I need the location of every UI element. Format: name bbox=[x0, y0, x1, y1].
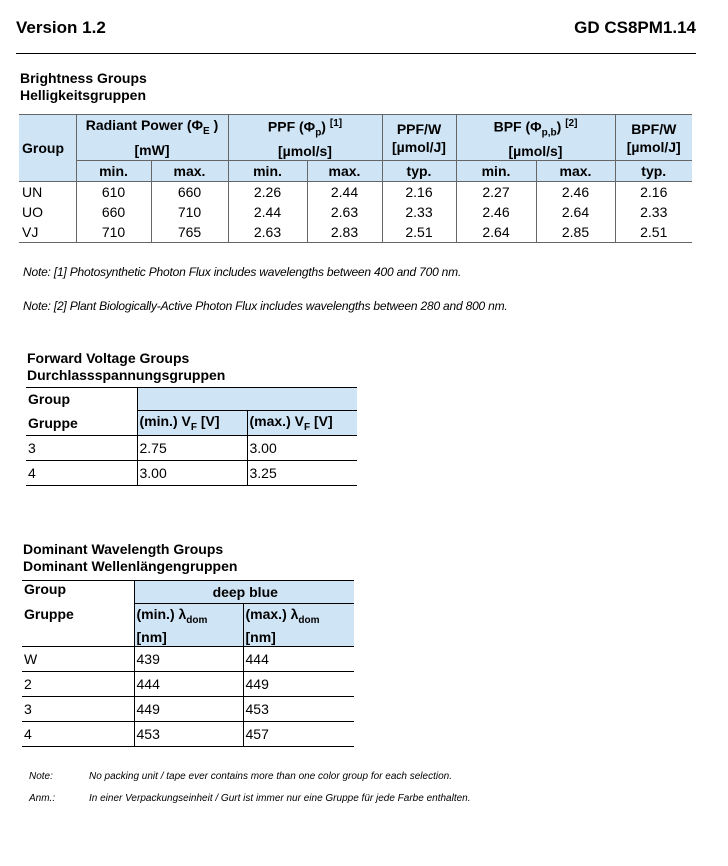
table-cell: 765 bbox=[151, 222, 228, 243]
table-cell: 610 bbox=[76, 182, 151, 203]
wavelength-title bbox=[23, 541, 237, 575]
table-cell: 4 bbox=[22, 722, 134, 747]
table-cell: 3 bbox=[26, 436, 137, 461]
forward-title bbox=[27, 350, 225, 384]
col-lambda-min: (min.) $\lambda_{dom}$ [nm] bbox=[134, 604, 243, 647]
table-cell: 660 bbox=[151, 182, 228, 203]
table-cell: 710 bbox=[151, 202, 228, 222]
table-row bbox=[22, 722, 354, 747]
col-radiant-power: Radiant Power ($\Phi_E$ ) [mW] bbox=[76, 115, 228, 161]
table-cell: 2.16 bbox=[615, 182, 692, 203]
table-row bbox=[26, 461, 357, 486]
col-lambda-max: (max.) $\lambda_{dom}$ [nm] bbox=[243, 604, 354, 647]
col-ppf-per-watt: PPF/W [µmol/J] bbox=[382, 115, 456, 161]
table-cell: 2.16 bbox=[382, 182, 456, 203]
note-ppf: Note: [1] Photosynthetic Photon Flux includes wavelengths between 400 and 700 nm. bbox=[23, 265, 462, 279]
sub-header: typ. bbox=[615, 161, 692, 182]
col-vf-min: (min.) $V_F$ [V] bbox=[137, 411, 247, 436]
table-cell: 2.26 bbox=[228, 182, 307, 203]
table-cell: 3.00 bbox=[247, 436, 357, 461]
wavelength-title-en: Dominant Wavelength Groups bbox=[23, 541, 224, 557]
table-cell: 444 bbox=[134, 672, 243, 697]
version-label: Version 1.2 bbox=[16, 18, 106, 37]
table-cell: 2 bbox=[22, 672, 134, 697]
table-cell: 4 bbox=[26, 461, 137, 486]
table-row bbox=[22, 647, 354, 672]
table-cell: 2.63 bbox=[307, 202, 382, 222]
table-cell: 2.51 bbox=[615, 222, 692, 243]
col-gruppe: Gruppe bbox=[26, 411, 137, 436]
sub-header: max. bbox=[151, 161, 228, 182]
sub-header: min. bbox=[456, 161, 536, 182]
header-blank bbox=[137, 388, 357, 411]
table-cell: 2.64 bbox=[456, 222, 536, 243]
col-gruppe: Gruppe bbox=[22, 604, 134, 647]
table-cell: 2.33 bbox=[615, 202, 692, 222]
table-cell: 453 bbox=[134, 722, 243, 747]
sub-header: max. bbox=[307, 161, 382, 182]
table-cell: 660 bbox=[76, 202, 151, 222]
footnote-text-en: No packing unit / tape ever contains more than one color group for each selection. bbox=[89, 771, 452, 782]
table-cell: 2.75 bbox=[137, 436, 247, 461]
table-cell: UO bbox=[22, 204, 43, 221]
table-row bbox=[22, 697, 354, 722]
table-cell: 710 bbox=[76, 222, 151, 243]
document-id: GD CS8PM1.14 bbox=[574, 18, 696, 37]
col-group: Group bbox=[19, 115, 76, 182]
table-cell: 2.51 bbox=[382, 222, 456, 243]
forward-title-en: Forward Voltage Groups bbox=[27, 350, 190, 366]
table-cell: 3.00 bbox=[137, 461, 247, 486]
table-cell: 457 bbox=[243, 722, 354, 747]
wavelength-table bbox=[22, 580, 354, 747]
table-cell: 2.64 bbox=[536, 202, 615, 222]
table-cell: 3.25 bbox=[247, 461, 357, 486]
sub-header: min. bbox=[228, 161, 307, 182]
col-group: Group bbox=[22, 581, 134, 604]
table-cell: 2.44 bbox=[307, 182, 382, 203]
header-divider bbox=[16, 53, 696, 54]
table-cell: UN bbox=[22, 184, 43, 201]
footnote-text-de: In einer Verpackungseinheit / Gurt ist immer nur eine Gruppe für jede Farbe enthalten. bbox=[89, 793, 471, 804]
table-cell: 453 bbox=[243, 697, 354, 722]
table-cell: 2.27 bbox=[456, 182, 536, 203]
table-cell: VJ bbox=[19, 222, 76, 243]
col-ppf: PPF $(\Phi_p)$ [1] [µmol/s] bbox=[228, 115, 382, 161]
brightness-title-en: Brightness Groups bbox=[20, 70, 147, 86]
sub-header: max. bbox=[536, 161, 615, 182]
table-row bbox=[19, 222, 692, 243]
table-row bbox=[26, 436, 357, 461]
table-cell: 3 bbox=[22, 697, 134, 722]
sub-header: min. bbox=[76, 161, 151, 182]
table-cell: 2.46 bbox=[536, 182, 615, 203]
forward-voltage-table bbox=[26, 387, 357, 486]
table-cell: 449 bbox=[134, 697, 243, 722]
forward-title-de: Durchlassspannungsgruppen bbox=[27, 367, 226, 383]
col-vf-max: (max.) $V_F$ [V] bbox=[247, 411, 357, 436]
page-header bbox=[16, 18, 696, 44]
brightness-title bbox=[20, 70, 147, 104]
table-cell: 2.63 bbox=[228, 222, 307, 243]
table-cell: 2.85 bbox=[536, 222, 615, 243]
table-cell: 449 bbox=[243, 672, 354, 697]
table-cell: 444 bbox=[243, 647, 354, 672]
col-bpf: BPF $(\Phi_{p,b})$ [2] [µmol/s] bbox=[456, 115, 615, 161]
brightness-title-de: Helligkeitsgruppen bbox=[20, 87, 147, 103]
note-bpf: Note: [2] Plant Biologically-Active Photon Flux includes wavelengths between 280 and 800 nm. bbox=[23, 299, 508, 313]
sub-header: typ. bbox=[382, 161, 456, 182]
table-row bbox=[19, 202, 692, 222]
table-row bbox=[22, 672, 354, 697]
table-cell: 2.33 bbox=[382, 202, 456, 222]
table-cell: 2.46 bbox=[456, 202, 536, 222]
footnote-label-de: Anm.: bbox=[29, 793, 56, 804]
footnote-label-en: Note: bbox=[29, 771, 53, 782]
col-bpf-per-watt: BPF/W [µmol/J] bbox=[615, 115, 692, 161]
table-cell: 439 bbox=[134, 647, 243, 672]
table-cell: 2.44 bbox=[228, 202, 307, 222]
table-cell: W bbox=[22, 647, 134, 672]
col-group: Group bbox=[26, 388, 137, 411]
col-color-deep-blue: deep blue bbox=[134, 581, 354, 604]
wavelength-title-de: Dominant Wellenlängengruppen bbox=[23, 558, 238, 574]
table-cell: 2.83 bbox=[307, 222, 382, 243]
table-row bbox=[19, 182, 692, 203]
brightness-table bbox=[19, 114, 692, 243]
